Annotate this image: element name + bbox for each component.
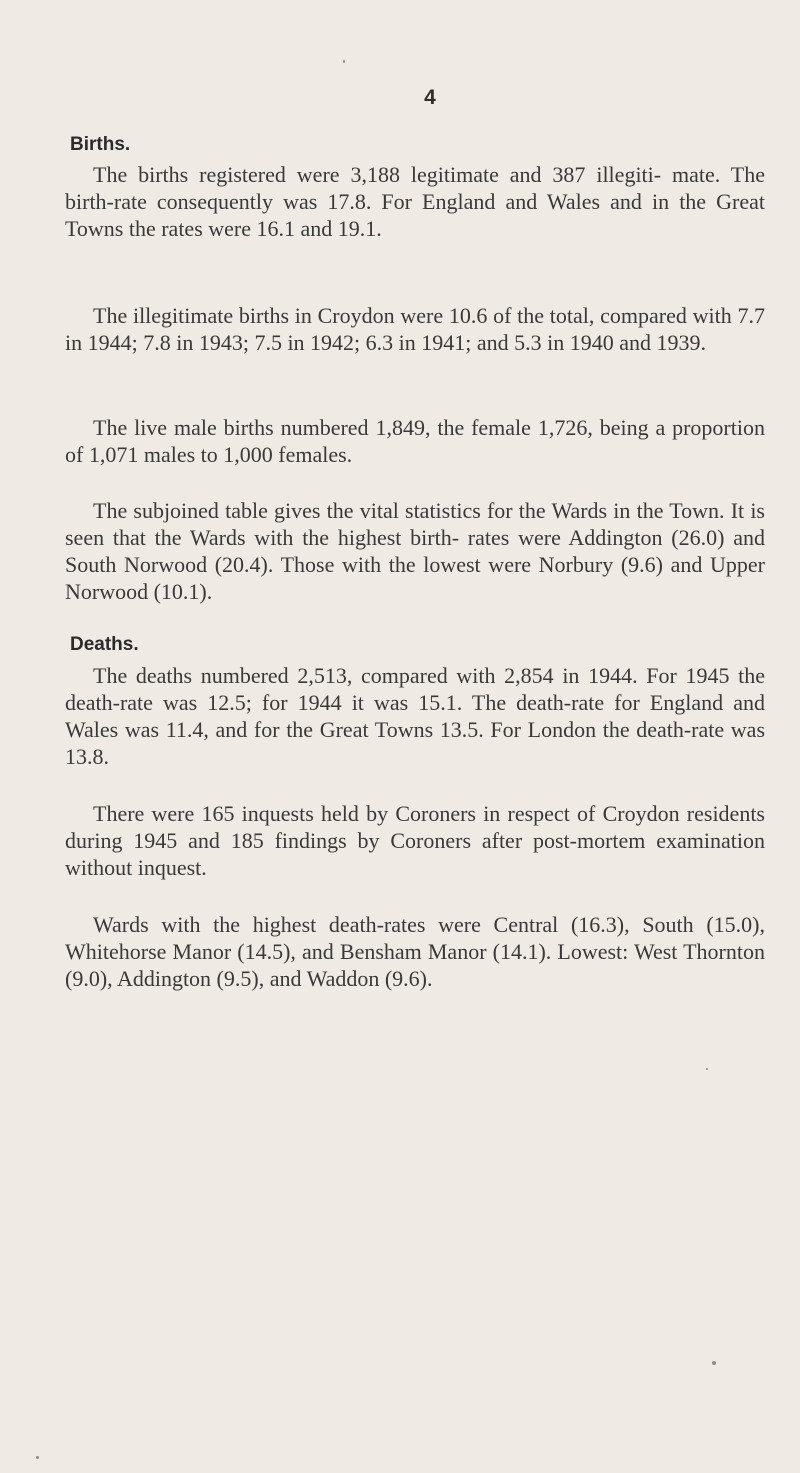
deaths-paragraph-2-text: There were 165 inquests held by Coroners in respect of Croydon residents during 1945 and 185 findings by Coroners after post-mortem examination without inquest.	[65, 801, 765, 880]
paper-speck	[343, 60, 345, 63]
deaths-paragraph-3	[65, 911, 765, 992]
births-paragraph-4	[65, 497, 765, 605]
paper-speck	[706, 1068, 708, 1070]
births-paragraph-3-text: The live male births numbered 1,849, the female 1,726, being a proportion of 1,071 males to 1,000 females.	[65, 415, 765, 467]
deaths-paragraph-1-text: The deaths numbered 2,513, compared with 2,854 in 1944. For 1945 the death-rate was 12.5; for 1944 it was 15.1. The death-rate for England and Wales was 11.4, and for the Great Towns 13.5. For London the death-rate was 13.8.	[65, 663, 765, 769]
page-number: 4	[424, 86, 436, 109]
deaths-paragraph-2	[65, 800, 765, 881]
births-paragraph-1	[65, 161, 765, 242]
deaths-paragraph-3-text: Wards with the highest death-rates were Central (16.3), South (15.0), Whitehorse Manor (14.5), and Bensham Manor (14.1). Lowest: West Thornton (9.0), Addington (9.5), and Waddon (9.6).	[65, 912, 765, 991]
births-paragraph-4-text: The subjoined table gives the vital statistics for the Wards in the Town. It is seen that the Wards with the highest birth- rates were Addington (26.0) and South Norwood (20.4). Those with the lowest were Norbury (9.6) and Upper Norwood (10.1).	[65, 498, 765, 604]
births-heading: Births.	[70, 134, 131, 155]
births-paragraph-2-text: The illegitimate births in Croydon were 10.6 of the total, compared with 7.7 in 1944; 7.8 in 1943; 7.5 in 1942; 6.3 in 1941; and 5.3 in 1940 and 1939.	[65, 303, 765, 355]
paper-speck	[712, 1361, 716, 1365]
births-paragraph-2	[65, 302, 765, 356]
deaths-paragraph-1	[65, 662, 765, 770]
births-paragraph-3	[65, 414, 765, 468]
births-paragraph-1-text: The births registered were 3,188 legitimate and 387 illegiti- mate. The birth-rate consequently was 17.8. For England and Wales and in the Great Towns the rates were 16.1 and 19.1.	[65, 162, 765, 241]
deaths-heading: Deaths.	[70, 634, 139, 655]
paper-speck	[36, 1456, 39, 1459]
